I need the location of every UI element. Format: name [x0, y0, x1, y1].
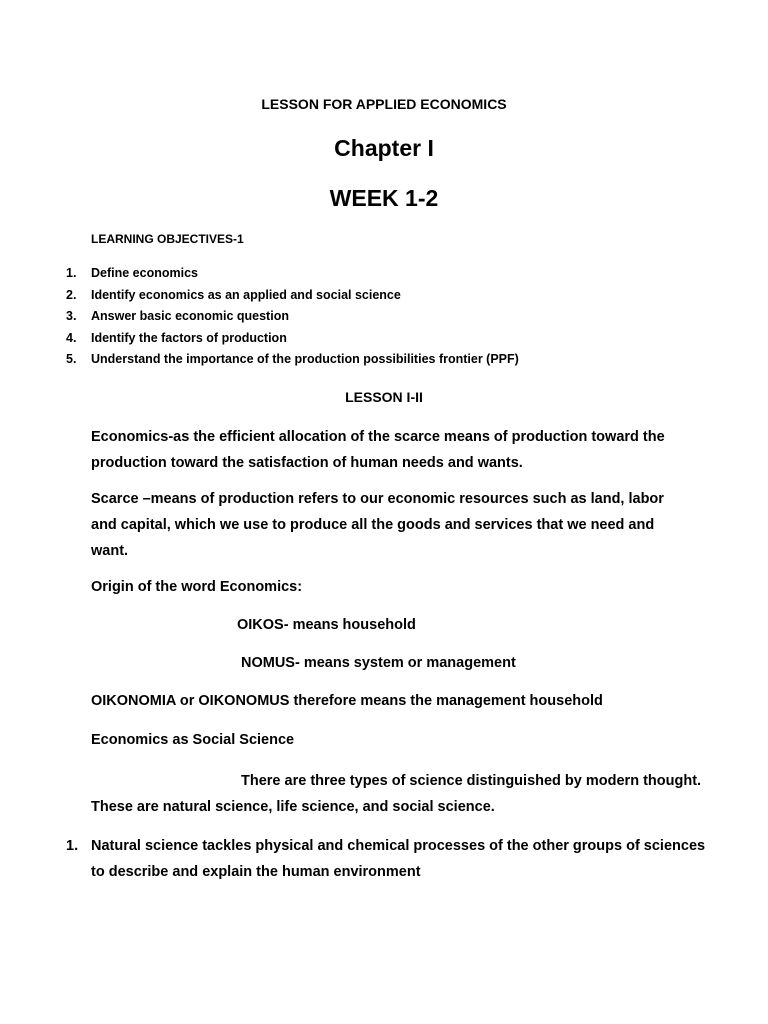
list-number: 2.: [66, 287, 77, 302]
list-text: Identify the factors of production: [91, 330, 287, 345]
origin-heading: Origin of the word Economics:: [91, 579, 303, 595]
list-number: 3.: [66, 309, 77, 324]
social-science-heading: Economics as Social Science: [91, 732, 295, 748]
list-number: 4.: [66, 330, 77, 345]
oikonomia-definition: OIKONOMIA or OIKONOMUS therefore means the management household: [91, 693, 603, 709]
economics-definition: Economics-as the efficient allocation of the scarce means of production toward the production toward the satisfaction of human needs and wants.: [91, 429, 665, 471]
chapter-title: Chapter I: [334, 135, 434, 161]
nomus-definition: NOMUS- means system or management: [241, 655, 516, 671]
list-item: [66, 266, 519, 288]
list-number: 1.: [66, 266, 77, 280]
list-item: [66, 352, 519, 374]
list-number: 5.: [66, 352, 77, 367]
list-text: Answer basic economic question: [91, 309, 289, 324]
list-item: [66, 833, 706, 885]
lesson-label: LESSON FOR APPLIED ECONOMICS: [261, 96, 507, 112]
list-number: 1.: [66, 838, 79, 854]
lesson-title: LESSON I-II: [345, 389, 423, 405]
list-text: Define economics: [91, 266, 198, 280]
week-title: WEEK 1-2: [329, 185, 439, 211]
list-item: [66, 331, 519, 353]
science-intro: There are three types of science distinguished by modern thought. These are natural science, life science, and social science.: [91, 773, 702, 815]
oikos-definition: OIKOS- means household: [237, 617, 416, 633]
list-text: Natural science tackles physical and chemical processes of the other groups of sciences to describe and explain the human environment: [91, 838, 706, 880]
objectives-list: [66, 266, 519, 374]
list-text: Understand the importance of the production possibilities frontier (PPF): [91, 352, 519, 367]
objectives-heading: LEARNING OBJECTIVES-1: [91, 232, 244, 246]
list-item: [66, 288, 519, 310]
scarce-definition: Scarce –means of production refers to our economic resources such as land, labor and capital, which we use to produce all the goods and services that we need and want.: [91, 491, 664, 559]
list-text: Identify economics as an applied and social science: [91, 287, 401, 302]
list-item: [66, 309, 519, 331]
